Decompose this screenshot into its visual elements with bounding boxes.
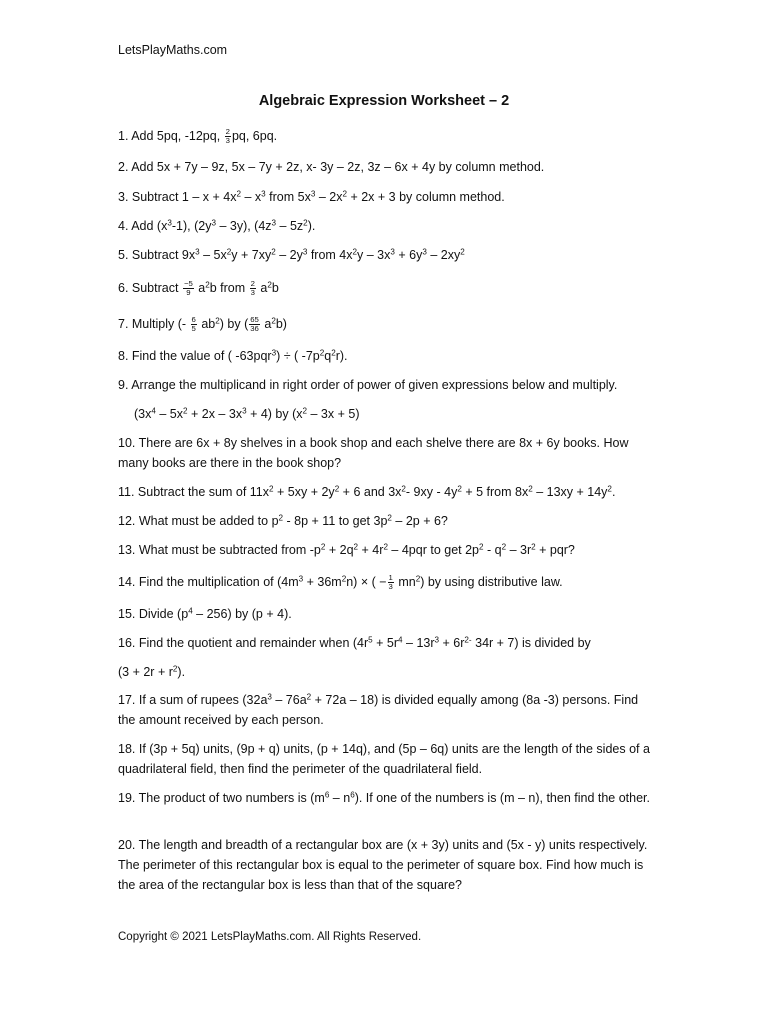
question-12: 12. What must be added to $p^2 - 8p + 11$ to get $3p^2 - 2p + 6$? xyxy=(118,513,448,528)
fraction: $\frac{2}{3}$ xyxy=(225,127,230,146)
fraction: $\frac{1}{3}$ xyxy=(388,573,393,592)
question-2: 2. Add 5x + 7y – 9z, 5x – 7y + 2z, x- 3y – 2z, 3z – 6x + 4y by column method. xyxy=(118,160,545,174)
question-14: 14. Find the multiplication of $(4m^3 + 36m^2n)$ × ( − $\frac{1}{3}$ $mn^2$) by using distributive law. xyxy=(118,573,563,592)
site-name: LetsPlayMaths.com xyxy=(118,43,228,57)
fraction: $\frac{2}{3}$ xyxy=(250,279,255,298)
question-19: 19. The product of two numbers is $(m^6 - n^6)$. If one of the numbers is (m – n), then find the other. xyxy=(118,790,650,805)
question-9: 9. Arrange the multiplicand in right order of power of given expressions below and multiply. xyxy=(118,378,618,392)
question-4: 4. Add $(x^3-1)$, $(2y^3 - 3y)$, $(4z^3 - 5z^2)$. xyxy=(118,218,316,233)
fraction: $\frac{-5}{9}$ xyxy=(183,279,193,298)
question-13: 13. What must be subtracted from $-p^2 + 2q^2 + 4r^2 - 4pqr$ to get $2p^2 - q^2 - 3r^2$ + pqr? xyxy=(118,542,575,557)
question-18: 18. If (3p + 5q) units, (9p + q) units, (p + 14q), and (5p – 6q) units are the length of the sides of a quadrilateral field, then find the perimeter of the quadrilateral field. xyxy=(118,742,650,776)
question-7: 7. Multiply (- $\frac{6}{5}$ $ab^2$) by ( $\frac{65}{36}$ $a^2b$) xyxy=(118,315,287,334)
fraction: $\frac{6}{5}$ xyxy=(191,315,196,334)
question-11: 11. Subtract the sum of $11x^2 + 5xy + 2y^2 + 6$ and $3x^2-$ $9xy - 4y^2 + 5$ from $8x^2 - 13xy + 14y^2$. xyxy=(118,484,616,499)
question-5: 5. Subtract $9x^3 - 5x^2y + 7xy^2 - 2y^3$ from $4x^2y - 3x^3 + 6y^3 - 2xy^2$ xyxy=(118,247,465,262)
question-17: 17. If a sum of rupees $(32a^3 - 76a^2 + 72a - 18)$ is divided equally among (8a -3) persons. Find the amount received by each person. xyxy=(118,692,639,727)
worksheet-title: Algebraic Expression Worksheet – 2 xyxy=(258,93,510,109)
question-16-continued: $(3 + 2r + r^2)$. xyxy=(118,664,186,679)
fraction: $\frac{65}{36}$ xyxy=(250,315,259,334)
copyright-footer: Copyright © 2021 LetsPlayMaths.com. All Rights Reserved. xyxy=(118,931,422,943)
question-20: 20. The length and breadth of a rectangular box are (x + 3y) units and (5x - y) units respectively. The perimeter of this rectangular box is equal to the perimeter of square box. Find how much is the area of the rectangular box is less than that of the square? xyxy=(118,838,648,892)
question-8: 8. Find the value of ( -63pqr$^3$) ÷ ( $-7p^2q^2r$). xyxy=(118,348,348,363)
question-15: 15. Divide $(p^4 - 256)$ by (p + 4). xyxy=(118,606,292,621)
question-16: 16. Find the quotient and remainder when ($4r^5 + 5r^4 - 13r^3 + 6r^{2-}$ 34r + 7) is divided by xyxy=(118,635,591,650)
question-9-expression: $(3x^4 - 5x^2 + 2x - 3x^3 + 4)$ by $(x^2 - 3x + 5)$ xyxy=(134,406,360,421)
question-1: 1. Add 5pq, -12pq, $\frac{2}{3}$ pq, 6pq. xyxy=(118,127,278,146)
question-6: 6. Subtract $\frac{-5}{9}$ $a^2b$ from $\frac{2}{3}$ $a^2b$ xyxy=(118,279,279,298)
question-3: 3. Subtract $1 - x + 4x^2 - x^3$ from $5x^3 - 2x^2 + 2x + 3$ by column method. xyxy=(118,189,505,204)
question-10: 10. There are 6x + 8y shelves in a book shop and each shelve there are 8x + 6y books. How many books are there in the book shop? xyxy=(118,436,629,470)
